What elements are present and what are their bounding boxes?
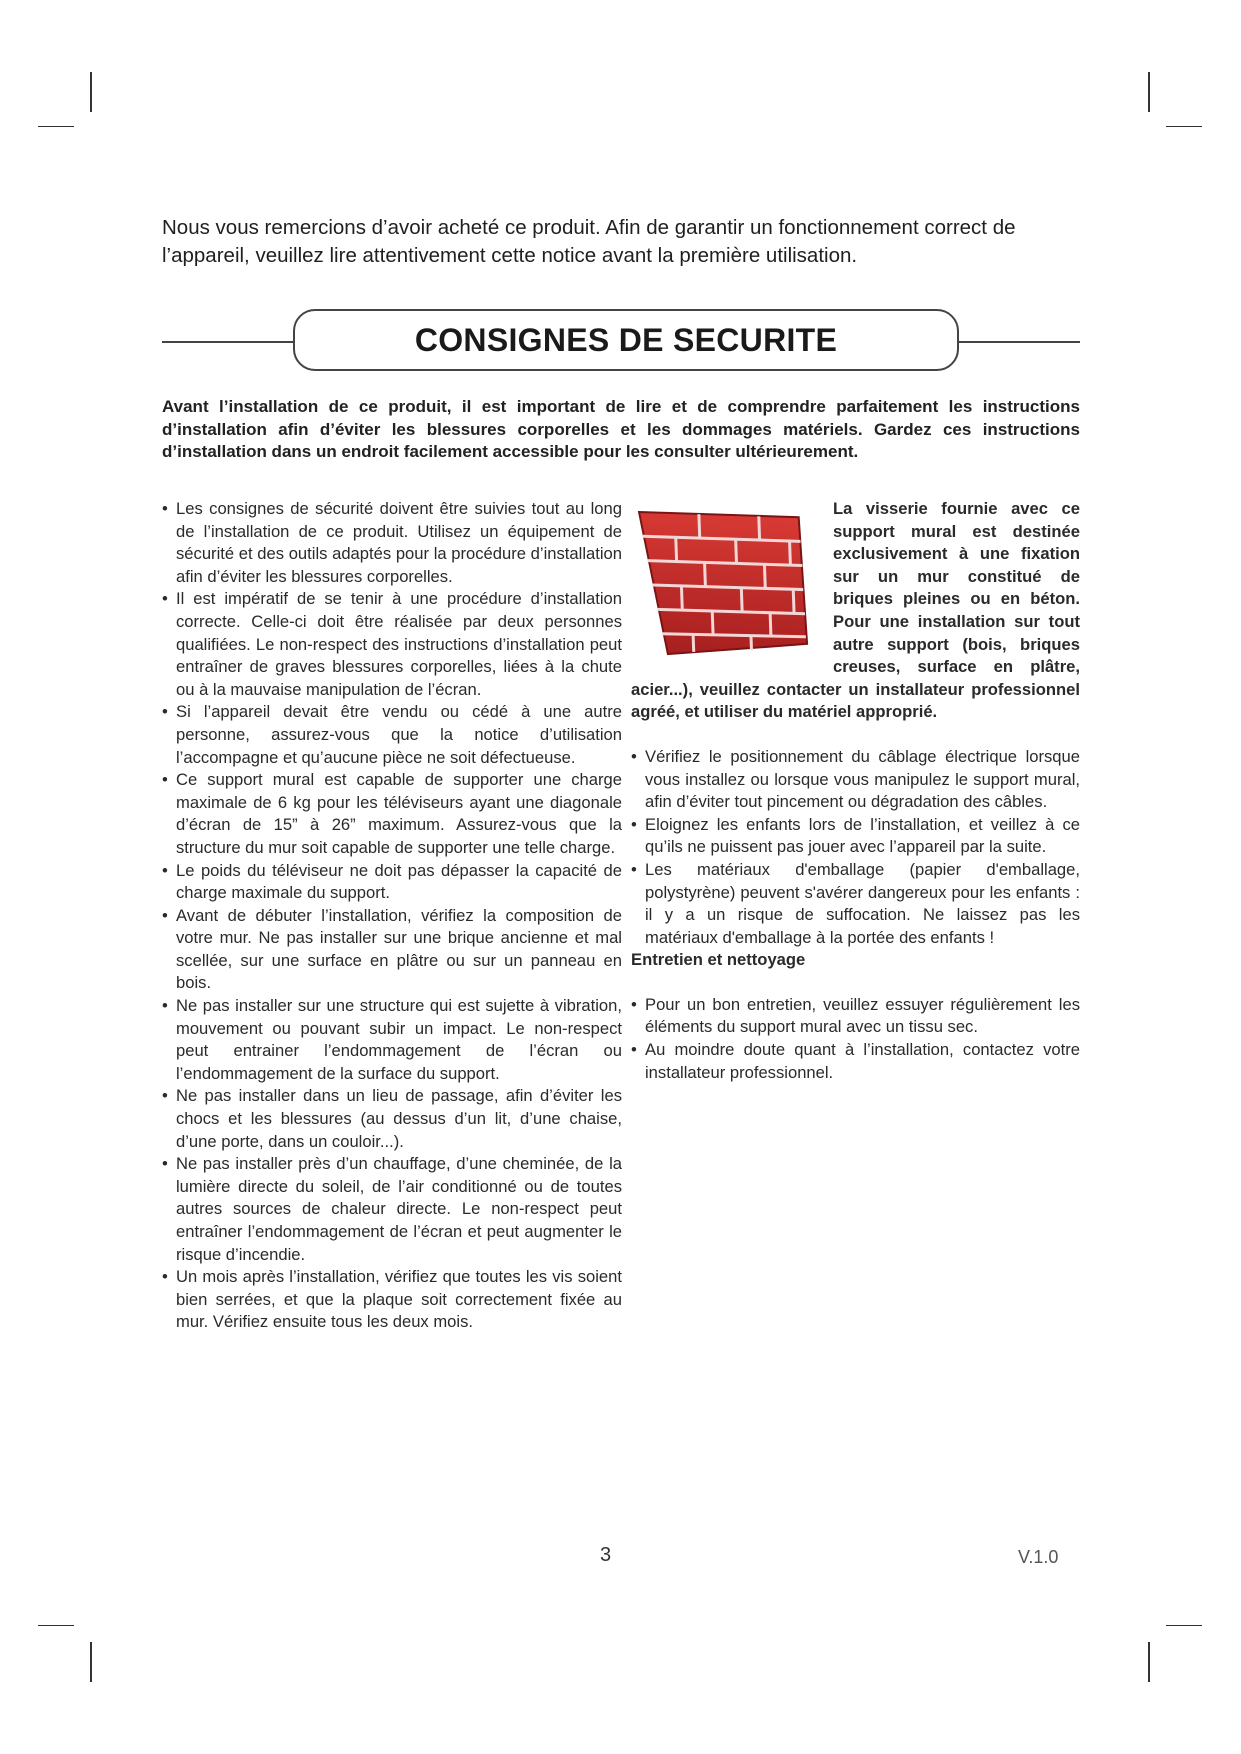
crop-mark: [90, 1642, 92, 1682]
left-column: [162, 498, 622, 1334]
list-item: • Ne pas installer sur une structure qui est sujette à vibration, mouvement ou pouvant subir un impact. Le non-respect peut entrainer l’endommagement de l’écran ou l’endommagement de la surface du support.: [162, 995, 622, 1085]
crop-mark: [1166, 126, 1202, 127]
version-label: V.1.0: [1018, 1547, 1059, 1567]
section-title-text: CONSIGNES DE SECURITE: [414, 321, 838, 358]
right-column: [631, 498, 1080, 1084]
intro-text: Nous vous remercions d’avoir acheté ce produit. Afin de garantir un fonctionnement correct de l’appareil, veuillez lire attentivement cette notice avant la première utilisation.: [162, 216, 1016, 267]
crop-mark: [38, 1625, 74, 1626]
list-item: • Les consignes de sécurité doivent être suivies tout au long de l’installation de ce produit. Utilisez un équipement de sécurité et des outils adaptés pour la procédure d’installation afin d’éviter les blessures corporelles.: [162, 498, 622, 588]
safety-list: [162, 498, 622, 1334]
crop-mark: [1148, 1642, 1150, 1682]
brick-wall-illustration: [631, 498, 821, 662]
list-item: • Il est impératif de se tenir à une procédure d’installation correcte. Celle-ci doit être réalisée par deux personnes qualifiées. Le non-respect des instructions d’installation peut entraîner de graves blessures corporelles, liées à la chute ou à la mauvaise manipulation de l’écran.: [162, 588, 622, 701]
list-item: • Au moindre doute quant à l’installation, contactez votre installateur professionnel.: [631, 1039, 1080, 1084]
title-rule-right: [959, 341, 1080, 343]
maintenance-title: Entretien et nettoyage: [631, 950, 806, 970]
maintenance-list: [631, 994, 1080, 1084]
list-item: • Ce support mural est capable de supporter une charge maximale de 6 kg pour les téléviseurs ayant une diagonale d’écran de 15” à 26” maximum. Assurez-vous que la structure du mur soit capable de supporter une telle charge.: [162, 769, 622, 859]
spacer: [631, 724, 1080, 746]
list-item: • Le poids du téléviseur ne doit pas dépasser la capacité de charge maximale du support.: [162, 860, 622, 905]
section-title: [293, 309, 959, 371]
crop-mark: [1166, 1625, 1202, 1626]
list-item: • Ne pas installer dans un lieu de passage, afin d’éviter les chocs et les blessures (au dessus d’un lit, d’une chaise, d’une porte, dans un couloir...).: [162, 1085, 622, 1153]
precautions-list: [631, 746, 1080, 949]
page-number: 3: [600, 1544, 612, 1566]
list-item: • Eloignez les enfants lors de l’installation, et veillez à ce qu’ils ne puissent pas jouer avec l’appareil par la suite.: [631, 814, 1080, 859]
crop-mark: [90, 72, 92, 112]
lead-paragraph: Avant l’installation de ce produit, il est important de lire et de comprendre parfaitement les instructions d’installation afin d’éviter les blessures corporelles et les dommages matériels. Gardez ces instructions d’installation dans un endroit facilement accessible pour les consulter ultérieurement.: [162, 397, 1080, 461]
wall-note: La visserie fournie avec ce support mural est destinée exclusivement à une fixation sur un mur constitué de briques pleines ou en béton. Pour une installation sur tout autre support (bois, briques creuses, surface en plâtre, acier...), veuillez contacter un installateur professionnel agréé, et utiliser du matériel approprié.: [631, 499, 1080, 722]
title-rule-left: [162, 341, 293, 343]
crop-mark: [1148, 72, 1150, 112]
list-item: • Si l’appareil devait être vendu ou cédé à une autre personne, assurez-vous que la notice d’utilisation l’accompagne et qu’aucune pièce ne soit défectueuse.: [162, 701, 622, 769]
list-item: • Un mois après l’installation, vérifiez que toutes les vis soient bien serrées, et que la plaque soit correctement fixée au mur. Vérifiez ensuite tous les deux mois.: [162, 1266, 622, 1334]
crop-mark: [38, 126, 74, 127]
list-item: • Vérifiez le positionnement du câblage électrique lorsque vous installez ou lorsque vous manipulez le support mural, afin d’éviter tout pincement ou dégradation des câbles.: [631, 746, 1080, 814]
list-item: • Pour un bon entretien, veuillez essuyer régulièrement les éléments du support mural avec un tissu sec.: [631, 994, 1080, 1039]
list-item: • Avant de débuter l’installation, vérifiez la composition de votre mur. Ne pas installer sur une brique ancienne et mal scellée, sur une surface en plâtre ou sur un panneau en bois.: [162, 905, 622, 995]
list-item: • Ne pas installer près d’un chauffage, d’une cheminée, de la lumière directe du soleil, de l’air conditionné ou de toutes autres sources de chaleur directe. Le non-respect peut entraîner l’endommagement de l’écran et peut augmenter le risque d’incendie.: [162, 1153, 622, 1266]
list-item: • Les matériaux d'emballage (papier d'emballage, polystyrène) peuvent s'avérer dangereux pour les enfants : il y a un risque de suffocation. Ne laissez pas les matériaux d'emballage à la portée des enfants !: [631, 859, 1080, 949]
